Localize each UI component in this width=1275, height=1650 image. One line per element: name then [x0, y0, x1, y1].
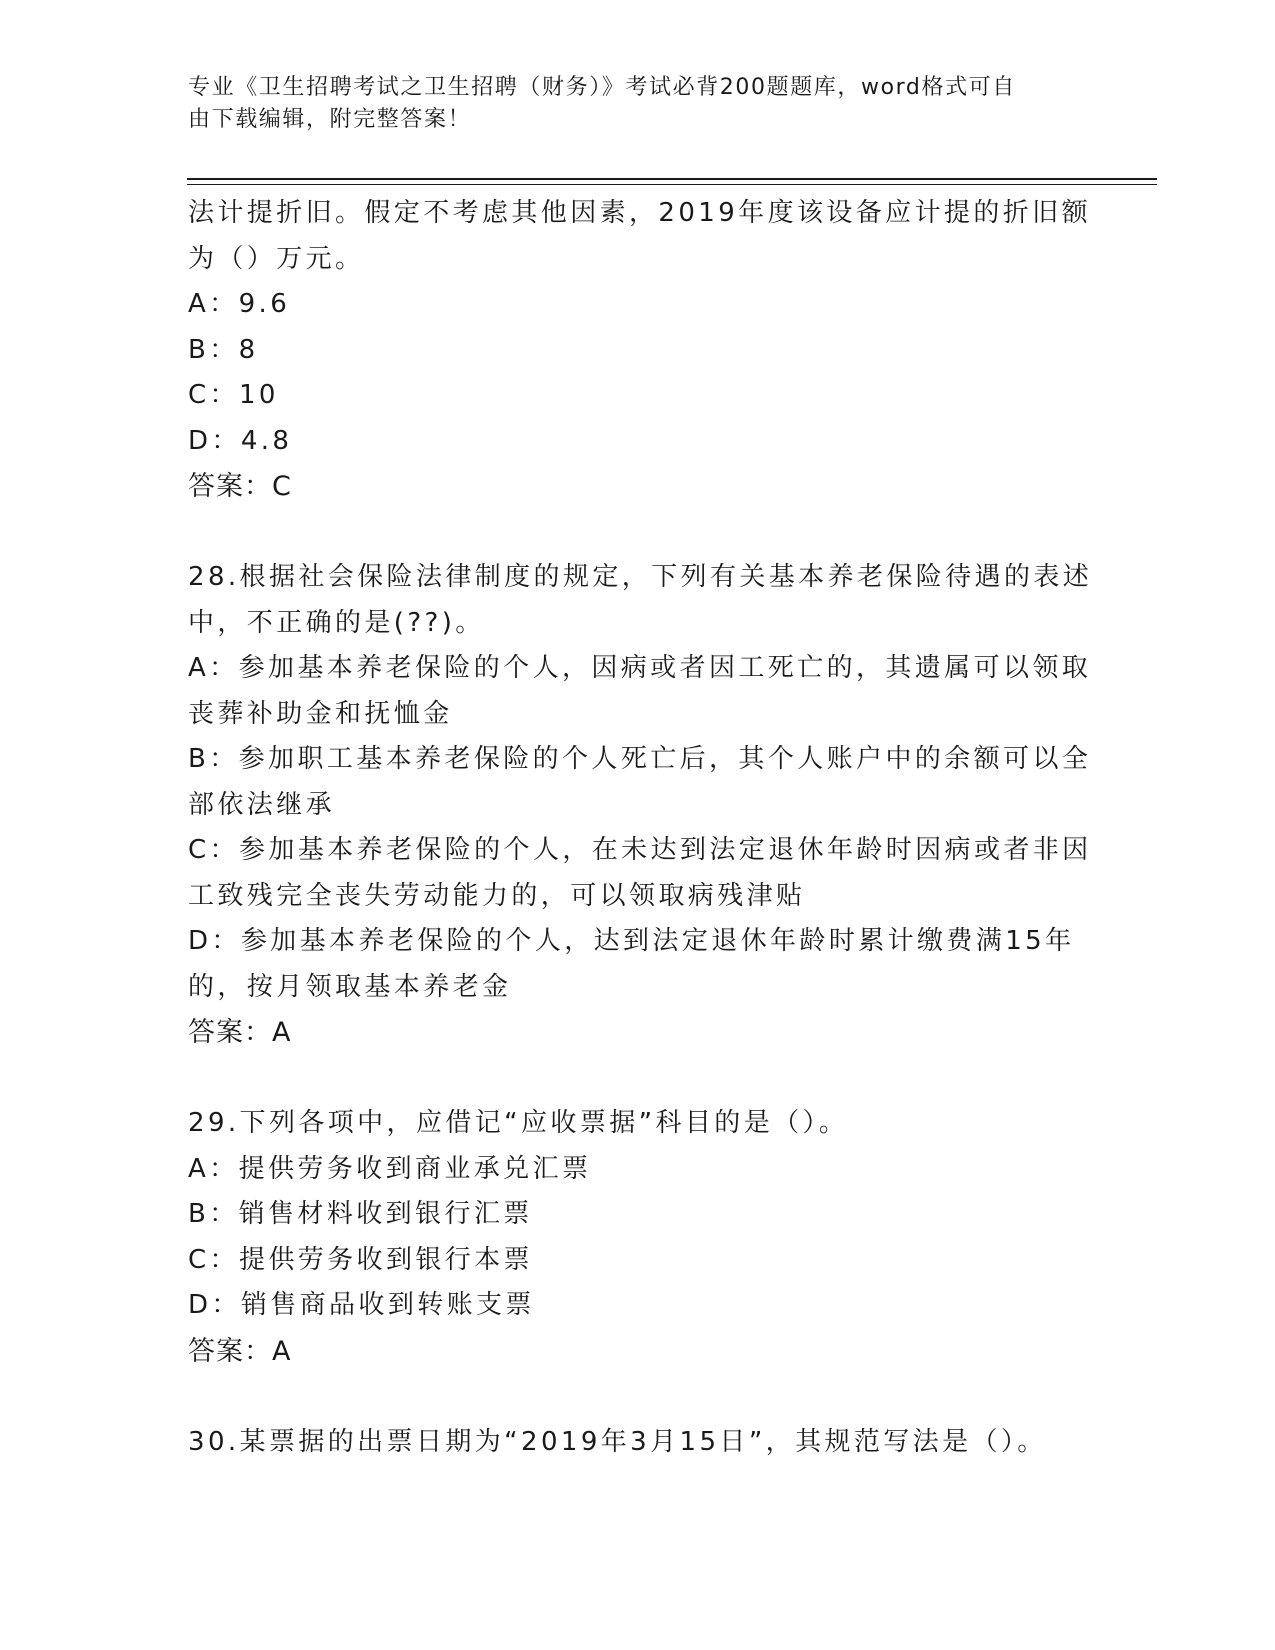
header-divider-thick — [187, 178, 1157, 180]
header-line-2: 由下载编辑，附完整答案！ — [188, 107, 472, 132]
option-d: D：4.8 — [188, 425, 293, 456]
option-b-cont: 部依法继承 — [188, 789, 336, 820]
option-b: B：8 — [188, 334, 259, 365]
question-text: 29.下列各项中，应借记“应收票据”科目的是（）。 — [188, 1108, 849, 1138]
option-b: B：参加职工基本养老保险的个人死亡后，其个人账户中的余额可以全 — [188, 744, 1092, 774]
question-text: 为（）万元。 — [188, 243, 365, 274]
answer: 答案：A — [188, 1335, 292, 1367]
header-divider-thin — [187, 184, 1157, 185]
option-a-cont: 丧葬补助金和抚恤金 — [188, 698, 453, 729]
option-d: D：销售商品收到转账支票 — [188, 1290, 535, 1320]
answer: 答案：A — [188, 1017, 292, 1048]
question-text: 28.根据社会保险法律制度的规定，下列有关基本养老保险待遇的表述 — [188, 562, 1093, 592]
header-line-1: 专业《卫生招聘考试之卫生招聘（财务）》考试必背200题题库，word格式可自 — [188, 75, 1016, 100]
option-d: D：参加基本养老保险的个人，达到法定退休年龄时累计缴费满15年 — [188, 926, 1075, 956]
option-a: A：参加基本养老保险的个人，因病或者因工死亡的，其遗属可以领取 — [188, 653, 1092, 683]
question-text: 法计提折旧。假定不考虑其他因素，2019年度该设备应计提的折旧额 — [188, 198, 1091, 228]
option-c: C：10 — [188, 380, 279, 410]
answer: 答案：C — [188, 471, 292, 502]
option-b: B：销售材料收到银行汇票 — [188, 1199, 533, 1229]
option-d-cont: 的，按月领取基本养老金 — [188, 971, 512, 1002]
option-c: C：提供劳务收到银行本票 — [188, 1244, 533, 1275]
option-a: A：提供劳务收到商业承兑汇票 — [188, 1153, 592, 1184]
spacer — [188, 510, 1088, 556]
option-a: A：9.6 — [188, 289, 291, 319]
option-c: C：参加基本养老保险的个人，在未达到法定退休年龄时因病或者非因 — [188, 835, 1092, 865]
question-30 — [188, 1420, 1088, 1466]
question-content — [188, 191, 1093, 1465]
question-text: 中，不正确的是(??)。 — [188, 607, 485, 638]
question-text: 30.某票据的出票日期为“2019年3月15日”，其规范写法是（）。 — [188, 1426, 1047, 1457]
spacer — [188, 1056, 1088, 1102]
question-continued — [188, 191, 1091, 510]
option-c-cont: 工致残完全丧失劳动能力的，可以领取病残津贴 — [188, 880, 806, 911]
spacer — [188, 1374, 1088, 1420]
question-28 — [188, 555, 1093, 1056]
question-29 — [188, 1101, 1088, 1374]
document-header — [188, 72, 1068, 136]
